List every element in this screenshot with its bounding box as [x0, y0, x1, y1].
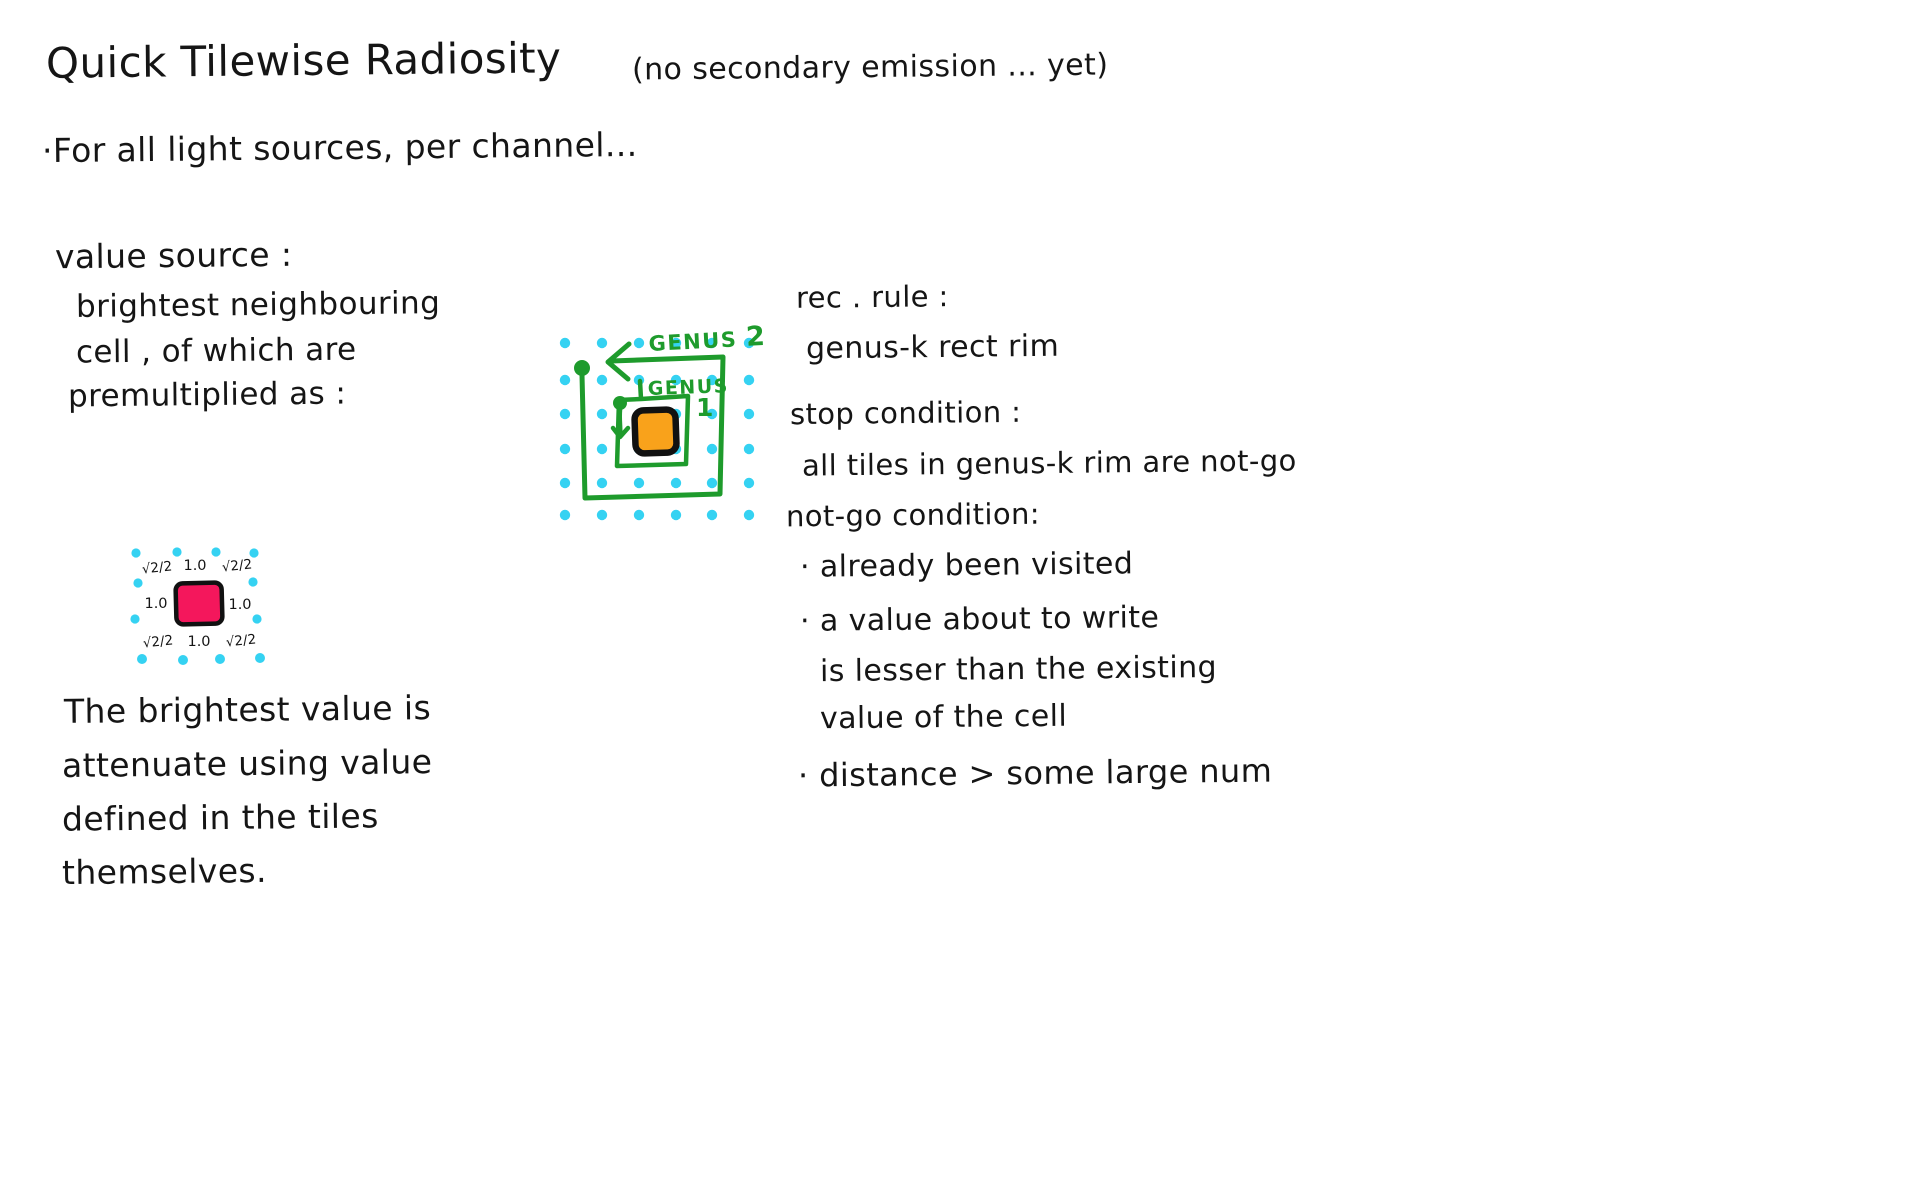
grid-dot [597, 409, 607, 419]
genus2-label-number: 2 [745, 320, 768, 353]
value-source-heading: value source : [54, 234, 293, 277]
page-title: Quick Tilewise Radiosity [45, 33, 562, 88]
grid-dot [707, 510, 717, 520]
grid-dot [597, 478, 607, 488]
grid-dot [744, 510, 754, 520]
weight-label-tl: √2/2 [141, 558, 173, 578]
genus2-label [648, 321, 767, 358]
notgo-bullet-lesser-line: · a value about to write [799, 600, 1160, 639]
attenuation-note-line: themselves. [61, 850, 268, 893]
weight-label-tr: √2/2 [221, 556, 253, 576]
attenuation-note-line: The brightest value is [63, 688, 432, 731]
weight-label-t: 1.0 [183, 558, 207, 574]
weight-label-bl: √2/2 [142, 632, 174, 652]
notgo-bullet-lesser-line: is lesser than the existing [819, 649, 1218, 690]
grid-dot [597, 510, 607, 520]
grid-dot [560, 444, 570, 454]
weight-grid-diagram [106, 538, 282, 678]
grid-dot [744, 444, 754, 454]
grid-dot [744, 478, 754, 488]
grid-dot [560, 338, 570, 348]
value-source-line: premultiplied as : [67, 375, 347, 415]
grid-dot [634, 510, 644, 520]
weight-label-b: 1.0 [187, 634, 211, 650]
source-cell [175, 582, 222, 624]
notgo-condition-heading: not-go condition: [785, 496, 1041, 534]
notgo-bullet-lesser-line: value of the cell [819, 698, 1068, 737]
rec-rule-body: genus-k rect rim [805, 328, 1060, 367]
grid-dot [634, 338, 644, 348]
intro-line: ·For all light sources, per channel... [41, 124, 638, 171]
weight-label-r: 1.0 [228, 597, 252, 613]
weight-label-br: √2/2 [225, 631, 257, 651]
value-source-line: cell , of which are [75, 331, 357, 371]
notgo-bullet-visited: · already been visited [799, 546, 1134, 585]
grid-dot [634, 478, 644, 488]
grid-dot [671, 510, 681, 520]
genus-rim-diagram [545, 318, 775, 533]
center-tile [634, 409, 676, 453]
title-note: (no secondary emission ... yet) [631, 47, 1109, 88]
grid-dot [560, 510, 570, 520]
grid-dot [671, 478, 681, 488]
grid-dot [597, 444, 607, 454]
grid-dot [744, 409, 754, 419]
grid-dot [707, 478, 717, 488]
grid-dot [597, 338, 607, 348]
genus1-start-stem [613, 410, 628, 437]
grid-dot [597, 375, 607, 385]
rec-rule-heading: rec . rule : [795, 279, 949, 315]
genus2-start-dot [574, 360, 590, 376]
genus1-label: GENUS [647, 375, 730, 400]
genus1-label-number: 1 [696, 393, 715, 422]
stop-condition-body: all tiles in genus-k rim are not-go [801, 443, 1297, 483]
grid-dot [707, 444, 717, 454]
value-source-line: brightest neighbouring [75, 285, 441, 325]
attenuation-note-line: defined in the tiles [61, 796, 379, 839]
grid-dot [560, 478, 570, 488]
notgo-bullet-distance: · distance > some large num [797, 751, 1273, 795]
grid-dot [560, 375, 570, 385]
attenuation-note-line: attenuate using value [61, 742, 433, 785]
grid-dot [560, 409, 570, 419]
genus2-label-word: GENUS [648, 326, 747, 356]
grid-dot [744, 375, 754, 385]
weight-label-l: 1.0 [144, 596, 168, 612]
stop-condition-heading: stop condition : [789, 394, 1022, 432]
